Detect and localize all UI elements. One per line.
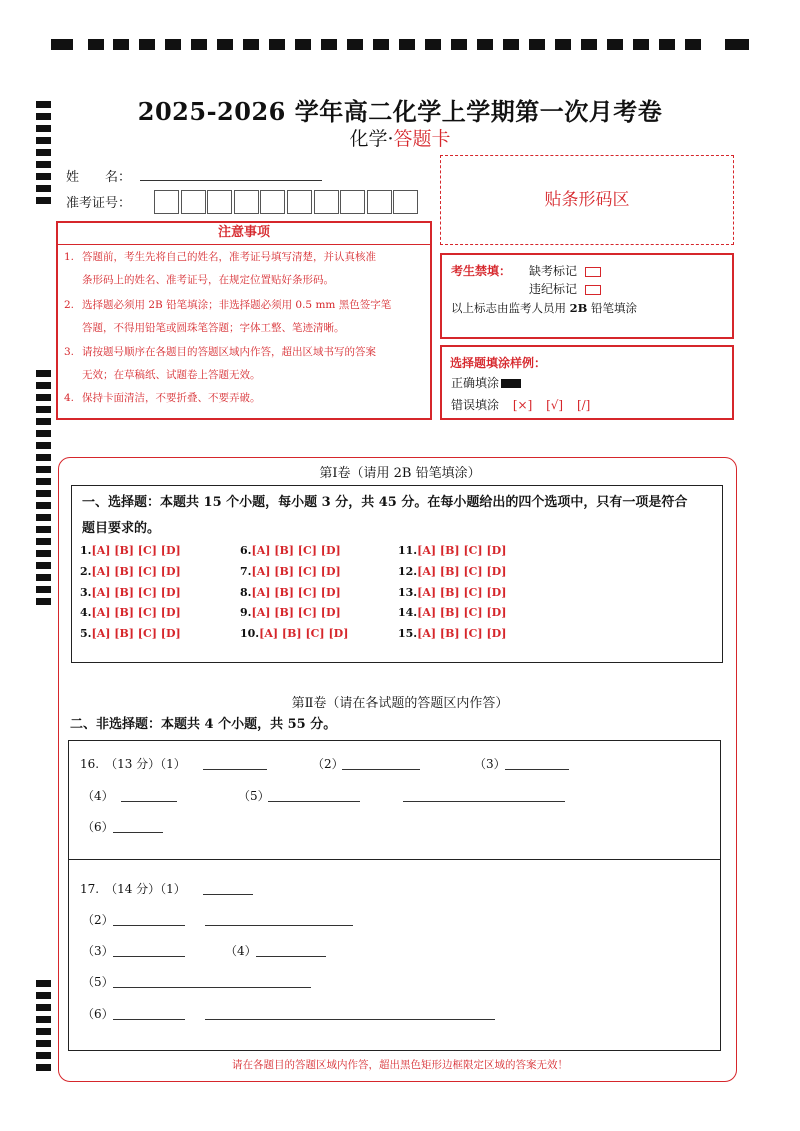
- timing-mark: [36, 490, 51, 497]
- mc-question-number: 2.: [80, 564, 92, 578]
- timing-mark: [36, 980, 51, 987]
- q16-5-blank-a[interactable]: [268, 801, 360, 802]
- timing-mark: [139, 39, 155, 50]
- timing-mark: [477, 39, 493, 50]
- subtitle-answer-card: 答题卡: [393, 128, 451, 150]
- q16-head: 16. （13 分）（1）: [80, 757, 186, 771]
- q17-3-blank[interactable]: [113, 956, 185, 957]
- notice-title: 注意事项: [57, 222, 431, 245]
- mc-question-number: 7.: [240, 564, 252, 578]
- timing-mark: [555, 39, 571, 50]
- q17-2-blank-b[interactable]: [205, 925, 353, 926]
- subtitle-subject: 化学·: [349, 128, 394, 150]
- part1-title: 第Ⅰ卷（请用 2B 铅笔填涂）: [319, 466, 481, 481]
- timing-mark: [685, 39, 701, 50]
- timing-mark: [269, 39, 285, 50]
- timing-mark: [36, 562, 51, 569]
- id-label: 准考证号：: [66, 196, 132, 211]
- q17-p2: （2）: [82, 913, 114, 927]
- timing-mark: [451, 39, 467, 50]
- page-subtitle: [0, 124, 800, 151]
- timing-mark: [113, 39, 129, 50]
- violation-mark: 违纪标记: [529, 280, 601, 297]
- mc-question[interactable]: [80, 606, 181, 619]
- q17-4-blank[interactable]: [256, 956, 326, 957]
- mc-question-number: 13.: [398, 585, 418, 599]
- timing-mark: [725, 39, 749, 50]
- timing-mark: [295, 39, 311, 50]
- timing-mark: [529, 39, 545, 50]
- timing-mark: [321, 39, 337, 50]
- timing-mark: [399, 39, 415, 50]
- mc-question[interactable]: [398, 627, 506, 640]
- q16-p5: （5）: [238, 789, 270, 803]
- notice-item-4: 4. 保持卡面清洁，不要折叠、不要弄破。: [64, 392, 261, 404]
- id-digit-box[interactable]: [260, 190, 285, 214]
- q17-6-blank-b[interactable]: [205, 1019, 495, 1020]
- timing-mark: [191, 39, 207, 50]
- timing-mark: [36, 574, 51, 581]
- timing-mark: [36, 394, 51, 401]
- mc-options[interactable]: [A] [B] [C] [D]: [91, 544, 181, 557]
- mc-question[interactable]: [80, 565, 181, 578]
- sample-title: 选择题填涂样例：: [450, 356, 547, 370]
- mc-question[interactable]: [240, 544, 341, 557]
- page-title: 2025-2026 学年高二化学上学期第一次月考卷: [137, 97, 663, 126]
- mc-options[interactable]: [A] [B] [C] [D]: [91, 564, 181, 578]
- name-label: 姓 名：: [66, 170, 132, 185]
- mc-options[interactable]: [A] [B] [C] [D]: [417, 585, 507, 599]
- timing-mark: [36, 550, 51, 557]
- mc-question-number: 12.: [398, 564, 418, 578]
- timing-mark: [217, 39, 233, 50]
- mc-question-number: 6.: [240, 544, 252, 557]
- violation-mark-box[interactable]: [585, 285, 601, 295]
- notice-item-3: 3. 请按题号顺序在各题目的答题区域内作答，超出区域书写的答案 无效；在草稿纸、试题卷上答题无效。: [64, 346, 376, 381]
- timing-mark: [165, 39, 181, 50]
- q17-p6: （6）: [82, 1007, 114, 1021]
- timing-mark: [36, 382, 51, 389]
- id-digit-box[interactable]: [314, 190, 339, 214]
- id-digit-box[interactable]: [367, 190, 392, 214]
- timing-mark: [347, 39, 363, 50]
- q17-head: 17. （14 分）（1）: [80, 882, 186, 896]
- mc-question[interactable]: [240, 606, 341, 619]
- mc-question-number: 11.: [398, 544, 418, 557]
- timing-mark: [36, 430, 51, 437]
- q16-6-blank[interactable]: [113, 832, 163, 833]
- timing-mark: [659, 39, 675, 50]
- mc-question-number: 5.: [80, 627, 92, 641]
- mc-options[interactable]: [A] [B] [C] [D]: [251, 564, 341, 578]
- timing-mark: [36, 992, 51, 999]
- footer-warning: 请在各题目的答题区域内作答，超出黑色矩形边框限定区域的答案无效！: [232, 1059, 568, 1071]
- id-digit-box[interactable]: [340, 190, 365, 214]
- timing-mark: [36, 454, 51, 461]
- timing-mark: [36, 1040, 51, 1047]
- q17-p3: （3）: [82, 944, 114, 958]
- q17-p5: （5）: [82, 975, 114, 989]
- timing-mark: [36, 406, 51, 413]
- q17-1-blank[interactable]: [203, 894, 253, 895]
- timing-mark: [425, 39, 441, 50]
- timing-mark: [503, 39, 519, 50]
- absent-mark: 缺考标记: [529, 262, 601, 279]
- timing-mark: [51, 39, 73, 50]
- timing-mark: [36, 1028, 51, 1035]
- timing-mark: [88, 39, 104, 50]
- forbidden-note: 以上标志由监考人员用 2B 铅笔填涂: [451, 301, 638, 315]
- mc-options[interactable]: [A] [B] [C] [D]: [417, 544, 507, 557]
- timing-mark: [36, 173, 51, 180]
- q16-1-blank[interactable]: [203, 769, 267, 770]
- timing-mark: [36, 538, 51, 545]
- part2-title: 第Ⅱ卷（请在各试题的答题区内作答）: [291, 696, 509, 711]
- q16-4-blank[interactable]: [121, 801, 177, 802]
- mc-options[interactable]: [A] [B] [C] [D]: [251, 585, 341, 599]
- id-digit-box[interactable]: [207, 190, 232, 214]
- mc-options[interactable]: [A] [B] [C] [D]: [417, 606, 507, 620]
- timing-mark: [243, 39, 259, 50]
- timing-mark: [36, 586, 51, 593]
- mc-question-number: 9.: [240, 606, 252, 620]
- q17-5-blank[interactable]: [113, 987, 311, 988]
- timing-mark: [36, 502, 51, 509]
- mc-question-number: 15.: [398, 627, 418, 641]
- name-field[interactable]: [140, 180, 322, 181]
- mc-question-number: 4.: [80, 606, 92, 620]
- mc-question[interactable]: [398, 544, 506, 557]
- id-digit-box[interactable]: [287, 190, 312, 214]
- absent-mark-box[interactable]: [585, 267, 601, 277]
- mc-options[interactable]: [A] [B] [C] [D]: [91, 585, 181, 599]
- q16-p6: （6）: [82, 820, 114, 834]
- mc-question-number: 3.: [80, 585, 92, 599]
- mc-question[interactable]: [240, 627, 348, 640]
- mc-question[interactable]: [398, 586, 506, 599]
- mc-question[interactable]: [80, 586, 181, 599]
- mc-question-number: 14.: [398, 606, 418, 620]
- id-digit-box[interactable]: [393, 190, 418, 214]
- mc-question[interactable]: [240, 565, 341, 578]
- mc-options[interactable]: [A] [B] [C] [D]: [417, 564, 507, 578]
- id-digit-box[interactable]: [234, 190, 259, 214]
- notice-item-2: 2. 选择题必须用 2B 铅笔填涂；非选择题必须用 0.5 mm 黑色签字笔 答题，不得用铅笔或圆珠笔答题；字体工整、笔迹清晰。: [64, 299, 392, 334]
- q16-p3: （3）: [474, 757, 506, 771]
- timing-mark: [36, 418, 51, 425]
- timing-mark: [36, 185, 51, 192]
- timing-mark: [633, 39, 649, 50]
- mc-options[interactable]: [A] [B] [C] [D]: [417, 627, 507, 641]
- timing-mark: [36, 526, 51, 533]
- q16-2-blank[interactable]: [342, 769, 420, 770]
- mc-question[interactable]: [240, 586, 341, 599]
- forbidden-label: 考生禁填：: [451, 264, 512, 278]
- id-digit-box[interactable]: [181, 190, 206, 214]
- mc-question[interactable]: [398, 606, 506, 619]
- mc-question-number: 8.: [240, 585, 252, 599]
- timing-mark: [36, 598, 51, 605]
- mc-question[interactable]: [398, 565, 506, 578]
- timing-mark: [36, 161, 51, 168]
- mc-options[interactable]: [A] [B] [C] [D]: [91, 606, 181, 620]
- sample-correct: 正确填涂: [451, 374, 521, 391]
- mc-question[interactable]: [80, 627, 181, 640]
- timing-mark: [581, 39, 597, 50]
- timing-mark: [36, 197, 51, 204]
- timing-mark: [36, 1004, 51, 1011]
- part2-intro: 二、非选择题：本题共 4 个小题，共 55 分。: [70, 717, 337, 732]
- q16-p2: （2）: [312, 757, 344, 771]
- timing-mark: [373, 39, 389, 50]
- mc-options[interactable]: [A] [B] [C] [D]: [259, 627, 349, 641]
- q16-5-blank-b[interactable]: [403, 801, 565, 802]
- part1-intro: 一、选择题：本题共 15 个小题，每小题 3 分，共 45 分。在每小题给出的四个选项中，只有一项是符合 题目要求的。: [82, 495, 688, 536]
- mc-options[interactable]: [A] [B] [C] [D]: [91, 627, 181, 641]
- q17-6-blank-a[interactable]: [113, 1019, 185, 1020]
- notice-item-1: 1. 答题前，考生先将自己的姓名，准考证号填写清楚，并认真核准 条形码上的姓名、准考证号，在规定位置贴好条形码。: [64, 251, 376, 286]
- q16-p4: （4）: [82, 789, 114, 803]
- timing-mark: [36, 514, 51, 521]
- barcode-area: 贴条形码区: [440, 155, 734, 245]
- mc-question[interactable]: [80, 544, 181, 557]
- mc-options[interactable]: [A] [B] [C] [D]: [251, 544, 341, 557]
- q17-p4: （4）: [225, 944, 257, 958]
- q16-3-blank[interactable]: [505, 769, 569, 770]
- timing-mark: [607, 39, 623, 50]
- timing-mark: [36, 442, 51, 449]
- mc-question-number: 10.: [240, 627, 260, 641]
- timing-mark: [36, 370, 51, 377]
- timing-mark: [36, 1016, 51, 1023]
- id-digit-box[interactable]: [154, 190, 179, 214]
- correct-fill-sample: [501, 379, 521, 388]
- sample-wrong: 错误填涂 [×] [√] [/]: [451, 398, 591, 412]
- mc-question-number: 1.: [80, 544, 92, 557]
- mc-options[interactable]: [A] [B] [C] [D]: [251, 606, 341, 620]
- q17-2-blank-a[interactable]: [113, 925, 185, 926]
